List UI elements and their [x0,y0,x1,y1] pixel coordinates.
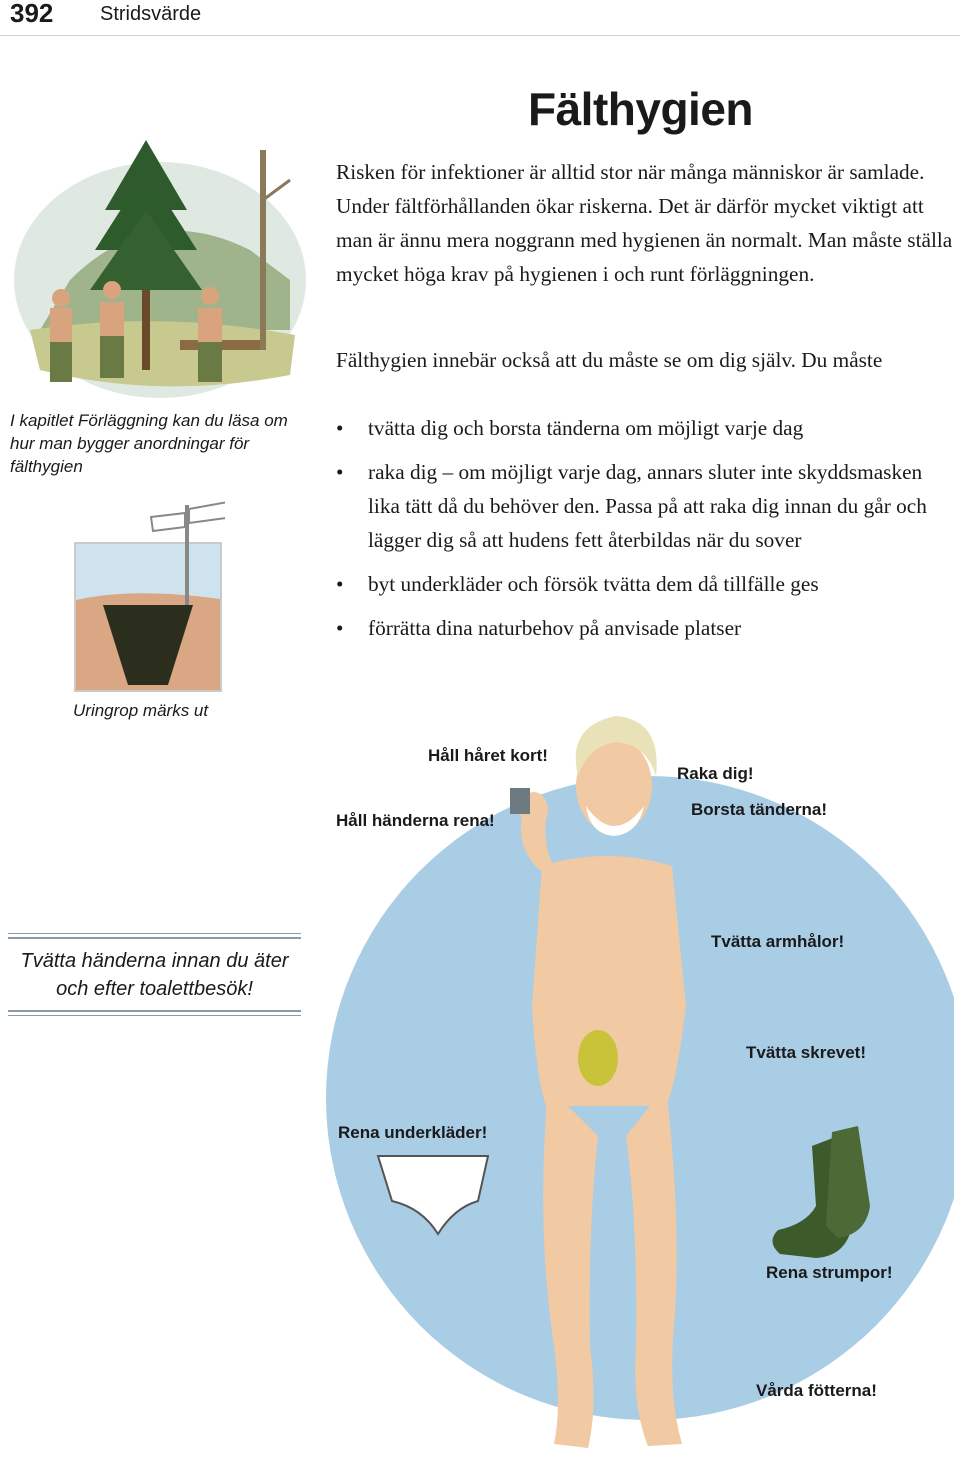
label-socks: Rena strumpor! [766,1263,893,1282]
label-teeth: Borsta tänderna! [691,800,828,819]
list-item: • raka dig – om möjligt varje dag, annars sluter inte skyddsmasken lika tätt då du behöver den. Passa på att raka dig innan du går och lägger dig så att hudens fett återbildas när du sover [336,455,954,557]
label-armpits: Tvätta armhålor! [711,932,845,951]
list-item: • förrätta dina naturbehov på anvisade platser [336,611,954,645]
label-hands: Håll händerna rena! [336,811,495,830]
label-hair: Håll håret kort! [428,746,548,765]
bullet-icon: • [336,460,344,484]
hand-washing-tip: Tvätta händerna innan du äter och efter toalettbesök! [8,937,301,1012]
self-care-paragraph: Fälthygien innebär också att du måste se om dig själv. Du måste [336,348,883,372]
label-groin: Tvätta skrevet! [746,1043,867,1062]
running-title: Stridsvärde [100,3,202,25]
label-feet: Vårda fötterna! [756,1381,877,1400]
header-rule [0,35,960,36]
bullet-icon: • [336,616,344,640]
section-title: Fälthygien [528,83,754,135]
page-number: 392 [10,0,54,28]
pit-caption: Uringrop märks ut [73,701,209,720]
list-item: • tvätta dig och borsta tänderna om möjligt varje dag [336,411,954,445]
bullet-icon: • [336,572,344,596]
urine-pit-illustration [73,495,225,695]
bullet-icon: • [336,416,344,440]
list-item: • byt underkläder och försök tvätta dem då tillfälle ges [336,567,954,601]
intro-paragraph: Risken för infektioner är alltid stor när många människor är samlade. Under fältförhållanden ökar riskerna. Det är därför mycket viktigt att man är ännu mera noggrann med hygienen än normalt. Man måste ställa mycket höga krav på hygienen i och runt förläggningen. [336,160,953,286]
hygiene-list [336,411,954,655]
label-underwear: Rena underkläder! [338,1123,488,1142]
label-shave: Raka dig! [677,764,754,783]
camp-caption: I kapitlet Förläggning kan du läsa om hur man bygger anordningar för fälthygien [10,411,288,476]
camp-illustration [10,130,310,400]
